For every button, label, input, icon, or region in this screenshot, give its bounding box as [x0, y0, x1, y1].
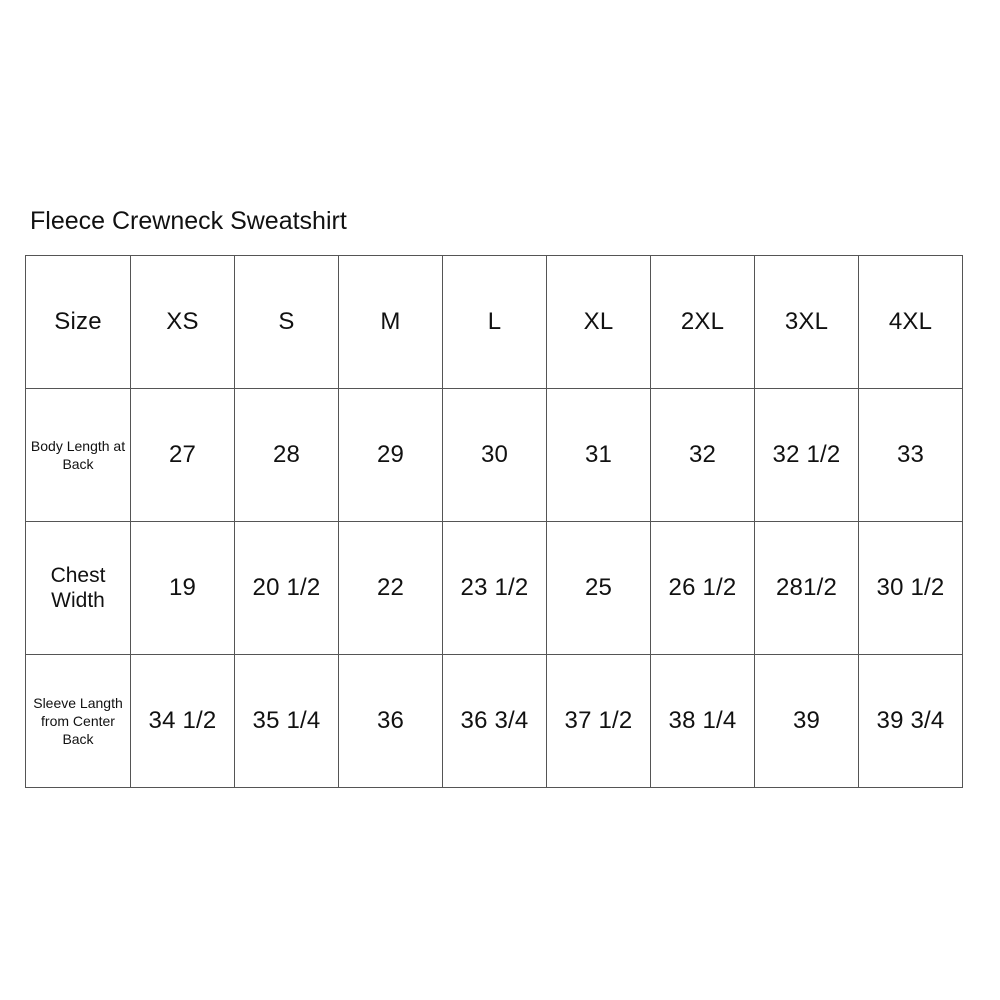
- sleeve-length-s: 35 1/4: [235, 655, 339, 788]
- chest-width-row: [26, 522, 963, 655]
- sleeve-length-3xl: 39: [755, 655, 859, 788]
- body-length-4xl: 33: [859, 389, 963, 522]
- chest-width-xs: 19: [131, 522, 235, 655]
- sleeve-length-l: 36 3/4: [443, 655, 547, 788]
- chest-width-xl: 25: [547, 522, 651, 655]
- size-header-xs: XS: [131, 256, 235, 389]
- body-length-l: 30: [443, 389, 547, 522]
- chest-width-2xl: 26 1/2: [651, 522, 755, 655]
- size-header-l: L: [443, 256, 547, 389]
- size-header-s: S: [235, 256, 339, 389]
- body-length-m: 29: [339, 389, 443, 522]
- row-label-body-length: Body Length at Back: [26, 389, 131, 522]
- body-length-s: 28: [235, 389, 339, 522]
- sleeve-length-m: 36: [339, 655, 443, 788]
- sleeve-length-xs: 34 1/2: [131, 655, 235, 788]
- size-header-xl: XL: [547, 256, 651, 389]
- size-header-cell: Size: [26, 256, 131, 389]
- body-length-3xl: 32 1/2: [755, 389, 859, 522]
- sleeve-length-2xl: 38 1/4: [651, 655, 755, 788]
- sleeve-length-row: [26, 655, 963, 788]
- chest-width-m: 22: [339, 522, 443, 655]
- chest-width-3xl: 281/2: [755, 522, 859, 655]
- size-header-2xl: 2XL: [651, 256, 755, 389]
- size-chart-table: [25, 255, 963, 788]
- header-row: [26, 256, 963, 389]
- body-length-xs: 27: [131, 389, 235, 522]
- product-title: Fleece Crewneck Sweatshirt: [30, 207, 347, 235]
- size-header-4xl: 4XL: [859, 256, 963, 389]
- row-label-sleeve-length: Sleeve Langth from Center Back: [26, 655, 131, 788]
- size-header-m: M: [339, 256, 443, 389]
- sleeve-length-4xl: 39 3/4: [859, 655, 963, 788]
- body-length-2xl: 32: [651, 389, 755, 522]
- chest-width-l: 23 1/2: [443, 522, 547, 655]
- body-length-xl: 31: [547, 389, 651, 522]
- size-header-3xl: 3XL: [755, 256, 859, 389]
- sleeve-length-xl: 37 1/2: [547, 655, 651, 788]
- body-length-row: [26, 389, 963, 522]
- chest-width-4xl: 30 1/2: [859, 522, 963, 655]
- row-label-chest-width: Chest Width: [26, 522, 131, 655]
- chest-width-s: 20 1/2: [235, 522, 339, 655]
